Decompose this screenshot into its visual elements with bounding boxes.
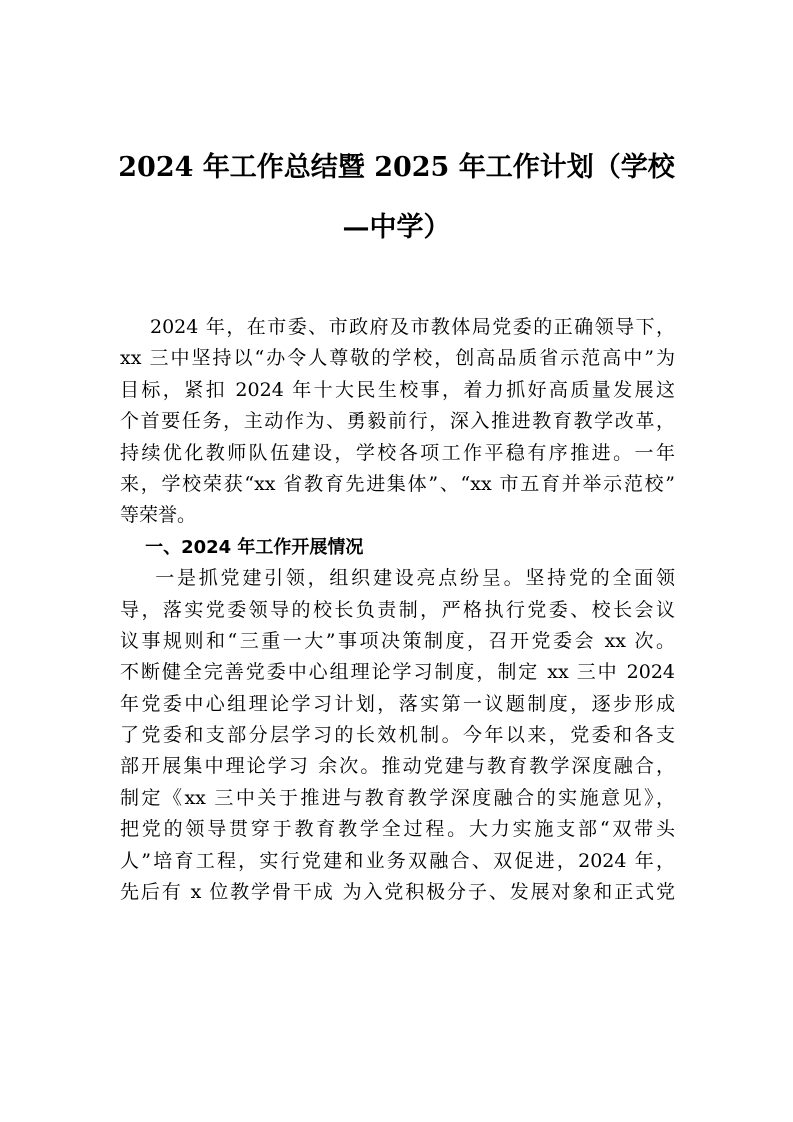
body-line: 持续优化教师队伍建设，学校各项工作平稳有序推进。一年: [120, 441, 675, 464]
body-line: 来，学校荣获“xx 省教育先进集体”、“xx 市五育并举示范校”: [120, 472, 675, 495]
body-line: 人”培育工程，实行党建和业务双融合、双促进，2024 年，: [120, 849, 675, 872]
body-line: 先后有 x 位教学骨干成 为入党积极分子、发展对象和正式党: [120, 881, 675, 904]
body-line: 个首要任务，主动作为、勇毅前行，深入推进教育教学改革，: [120, 410, 675, 433]
document-body: [120, 312, 675, 908]
section-heading: 一、2024 年工作开展情况: [120, 536, 364, 558]
body-line: 等荣誉。: [120, 504, 197, 527]
body-line: 了党委和支部分层学习的长效机制。今年以来，党委和各支: [120, 724, 675, 747]
document-title-line-1: 2024 年工作总结暨 2025 年工作计划（学校: [118, 152, 675, 183]
body-line: xx 三中坚持以“办令人尊敬的学校，创高品质省示范高中”为: [120, 347, 675, 370]
body-line: 议事规则和“三重一大”事项决策制度，召开党委会 xx 次。: [120, 629, 675, 652]
body-line: 制定《xx 三中关于推进与教育教学深度融合的实施意见》，: [120, 786, 675, 809]
body-line: 2024 年，在市委、市政府及市教体局党委的正确领导下，: [120, 316, 675, 338]
body-line: 目标，紧扣 2024 年十大民生校事，着力抓好高质量发展这: [120, 378, 675, 401]
body-line: 年党委中心组理论学习计划，落实第一议题制度，逐步形成: [120, 692, 675, 715]
document-title-line-2: —中学）: [342, 212, 451, 243]
body-line: 导，落实党委领导的校长负责制，严格执行党委、校长会议: [120, 598, 675, 621]
body-line: 部开展集中理论学习 余次。推动党建与教育教学深度融合，: [120, 755, 675, 778]
body-line: 把党的领导贯穿于教育教学全过程。大力实施支部“双带头: [120, 818, 675, 841]
body-line: 一是抓党建引领，组织建设亮点纷呈。坚持党的全面领: [120, 567, 675, 590]
body-line: 不断健全完善党委中心组理论学习制度，制定 xx 三中 2024: [120, 661, 675, 684]
